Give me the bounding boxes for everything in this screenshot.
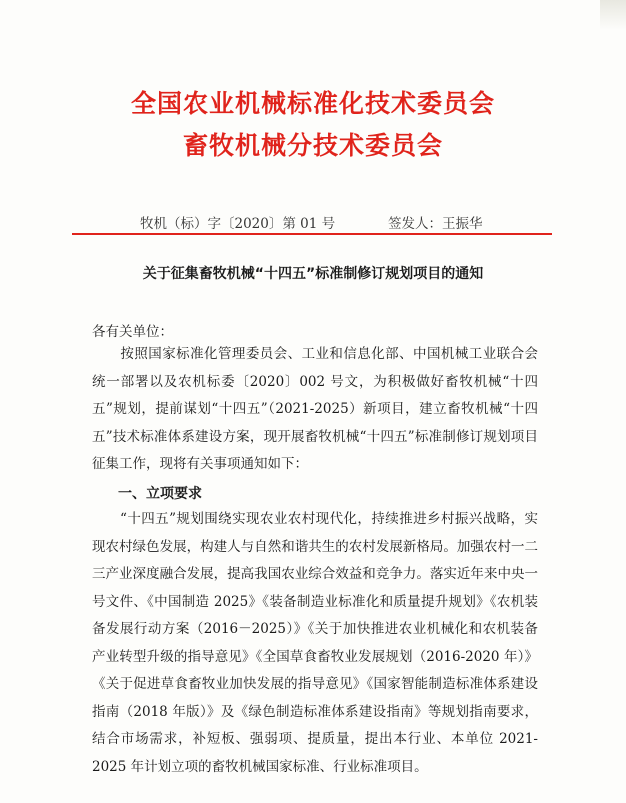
issuer-header-line-2: 畜牧机械分技术委员会 [182,131,443,160]
intro-paragraph [92,341,538,479]
section-body-text: “十四五”规划围绕实现农业农村现代化，持续推进乡村振兴战略，实现农村绿色发展，构建人与自然和谐共生的农村发展新格局。加强农村一二三产业深度融合发展，提高我国农业综合效益和竞争力。落实近年来中央一号文件、《中国制造 2025》《装备制造业标准化和质量提升规划》《农机装备发展行动方案（2016－2025）》《关于加快推进农业机械化和农机装备产业转型升级的指导意见》《全国草食畜牧业发展规划（2016-2020 年）》《关于促进草食畜牧业加快发展的指导意见》《国家智能制造标准体系建设指南（2018 年版）》及《绿色制造标准体系建设指南》等规划指南要求，结合市场需求，补短板、强弱项、提质量，提出本行业、本单位 2021-2025 年计划立项的畜牧机械国家标准、行业标准项目。 [92,511,538,775]
section-body [92,506,538,781]
document-title: 关于征集畜牧机械“十四五”标准制修订规划项目的通知 [142,266,484,282]
intro-paragraph-text: 按照国家标准化管理委员会、工业和信息化部、中国机械工业联合会统一部署以及农机标委〔2020〕002 号文，为积极做好畜牧机械“十四五”规划，提前谋划“十四五”（2021-2025）新项目，建立畜牧机械“十四五”技术标准体系建设方案，现开展畜牧机械“十四五”标准制修订规划项目征集工作，现将有关事项通知如下： [92,346,538,472]
salutation: 各有关单位： [92,324,173,340]
section-heading: 一、立项要求 [118,486,202,502]
document-number: 牧机（标）字〔2020〕第 01 号 [140,216,336,232]
signer: 签发人：王振华 [388,216,483,232]
scan-artifact [600,0,626,30]
issuer-header-line-1: 全国农业机械标准化技术委员会 [130,89,495,118]
red-divider [72,233,552,235]
